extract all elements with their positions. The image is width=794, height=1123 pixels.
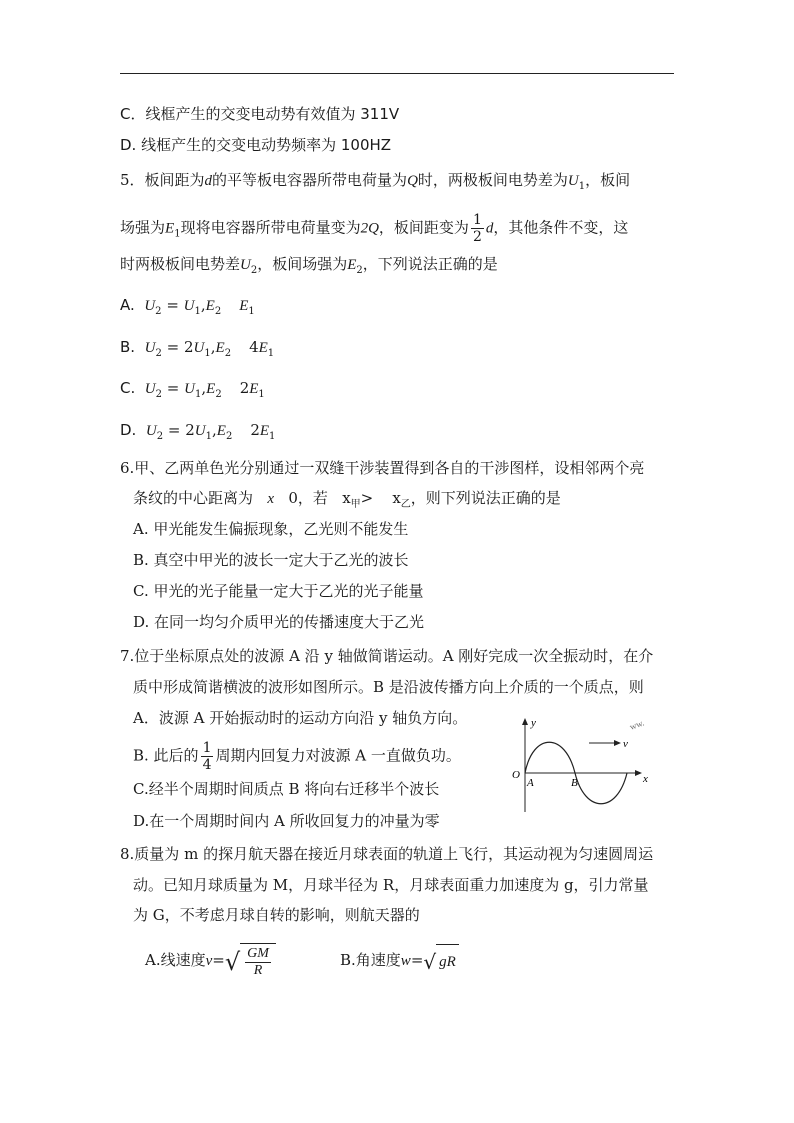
option-d-top: D. 线框产生的交变电动势频率为 100HZ (120, 136, 392, 154)
y-axis-label: y (531, 717, 536, 729)
velocity-arrow-head (614, 740, 621, 746)
sqrt-gm-over-r: √ $\frac{GM}{R}$ (225, 943, 276, 979)
q5-option-c: C. $U_2 = U_1,E_2$ $2E_1$ (120, 379, 265, 400)
half-fraction: $\frac{1}{2}$ (472, 212, 482, 245)
quarter-fraction: $\frac{1}{4}$ (202, 740, 212, 773)
option-c-top: C．线框产生的交变电动势有效值为 311V (120, 105, 400, 123)
x-axis-arrow (635, 770, 642, 776)
q8-option-a: A.线速度v=√ $\frac{GM}{R}$ (145, 943, 276, 979)
q7-line2: 质中形成简谐横波的波形如图所示。B 是沿波传播方向上介质的一个质点，则 (133, 678, 644, 696)
q6-option-c: C. 甲光的光子能量一定大于乙光的光子能量 (133, 582, 424, 600)
x-axis-label: x (643, 773, 648, 785)
q7-line1: 7.位于坐标原点处的波源 A 沿 y 轴做简谐运动。A 刚好完成一次全振动时，在介 (120, 647, 654, 665)
q6-option-b: B. 真空中甲光的波长一定大于乙光的波长 (133, 551, 409, 569)
q5-option-a: A. $U_2 = U_1,E_2$ $E_1$ (120, 296, 255, 317)
q7-option-a: A．波源 A 开始振动时的运动方向沿 y 轴负方向。 (133, 709, 468, 727)
q8-line1: 8.质量为 m 的探月航天器在接近月球表面的轨道上飞行，其运动视为匀速圆周运 (120, 845, 654, 863)
watermark: ww. (628, 717, 646, 732)
q6-option-a: A. 甲光能发生偏振现象，乙光则不能发生 (133, 520, 409, 538)
q7-option-d: D.在一个周期时间内 A 所收回复力的冲量为零 (133, 812, 440, 830)
point-b-label: B (571, 777, 578, 789)
header-rule (120, 73, 674, 74)
q8-option-b: B.角速度w=√ gR (340, 943, 459, 979)
origin-label: O (512, 769, 520, 781)
q6-line1: 6.甲、乙两单色光分别通过一双缝干涉装置得到各自的干涉图样，设相邻两个亮 (120, 459, 645, 477)
q5-option-b: B. $U_2 = 2U_1,E_2$ $4E_1$ (120, 338, 275, 359)
q7-option-c: C.经半个周期时间质点 B 将向右迁移半个波长 (133, 780, 440, 798)
q7-option-b: B. 此后的 $\frac{1}{4}$ 周期内回复力对波源 A 一直做负功。 (133, 740, 461, 773)
q6-line2: 条纹的中心距离为 x 0，若 $x_甲>$ $x_乙$，则下列说法正确的是 (133, 489, 561, 510)
q5-line3: 时两极板间电势差$U_2$，板间场强为$E_2$，下列说法正确的是 (120, 255, 498, 276)
q8-line3: 为 G，不考虑月球自转的影响，则航天器的 (133, 906, 420, 924)
q6-option-d: D. 在同一均匀介质甲光的传播速度大于乙光 (133, 613, 425, 631)
q5-line1: 5．板间距为d的平等板电容器所带电荷量为Q时，两极板间电势差为$U_1$，板间 (120, 171, 631, 192)
velocity-label: v (623, 738, 628, 750)
wave-figure (505, 712, 665, 822)
q5-option-d: D. $U_2 = 2U_1,E_2$ $2E_1$ (120, 421, 276, 442)
y-axis-arrow (522, 718, 528, 725)
point-a-label: A (527, 777, 534, 789)
q5-line2: 场强为$E_1$现将电容器所带电荷量变为2Q，板间距变为 $\frac{1}{2}$ d，其他条件不变，这 (120, 212, 629, 245)
q8-line2: 动。已知月球质量为 M，月球半径为 R，月球表面重力加速度为 g，引力常量 (133, 876, 649, 894)
sqrt-gr: √ gR (423, 944, 458, 979)
gm-over-r-fraction: $\frac{GM}{R}$ (247, 945, 269, 978)
